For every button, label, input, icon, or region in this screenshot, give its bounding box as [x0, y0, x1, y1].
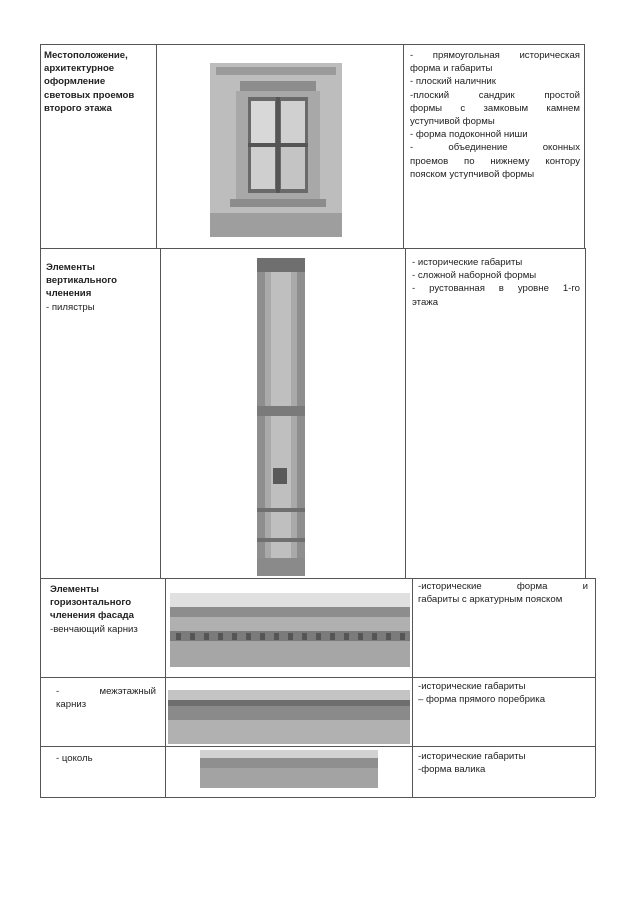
pilaster-photo-image [257, 258, 305, 576]
pilaster-photo [257, 258, 305, 576]
row-features: -исторические габариты – форма прямого поребрика [418, 681, 546, 706]
cornice-photo-image [170, 593, 410, 667]
table-border-right [595, 578, 596, 797]
row-label: Элементы вертикального членения - пилястры [46, 262, 117, 313]
table-row-divider [40, 578, 595, 579]
table-border-bottom [40, 797, 595, 798]
table-row-divider [40, 677, 595, 678]
row-features: -исторические форма и габариты с аркатурным пояском [418, 581, 588, 606]
cornice-photo [170, 593, 410, 667]
row-label: Элементы горизонтального членения фасада -венчающий карниз [50, 584, 138, 635]
window-photo-image [210, 63, 342, 237]
row-label: - межэтажный карниз [56, 686, 156, 711]
table-col-divider [403, 44, 404, 248]
table-row-divider [40, 746, 595, 747]
table-col-divider [165, 578, 166, 797]
window-photo [210, 63, 342, 237]
table-border-left [40, 44, 41, 797]
plinth-photo [200, 750, 378, 788]
row-features: - исторические габариты - сложной наборной формы - рустованная в уровне 1-го этажа [412, 257, 580, 308]
table-border-top [40, 44, 584, 45]
row-label: - цоколь [56, 753, 93, 764]
table-row-divider [40, 248, 585, 249]
table-col-divider [405, 248, 406, 578]
belt-cornice-photo [168, 690, 410, 744]
table-border-right [585, 248, 586, 578]
table-col-divider [412, 578, 413, 797]
row-label: Местоположение, архитектурное оформление световых проемов второго этажа [44, 50, 135, 114]
table-border-right [584, 44, 585, 248]
table-col-divider [156, 44, 157, 248]
plinth-photo-image [200, 750, 378, 788]
row-features: - прямоугольная историческая форма и габариты - плоский наличник -плоский сандрик простой формы с замковым камнем уступчивой формы - форма подоконной ниши - объединение оконных проемов по нижнему контору пояском уступчивой формы [410, 50, 580, 180]
row-features: -исторические габариты -форма валика [418, 751, 526, 776]
belt-cornice-photo-image [168, 690, 410, 744]
table-col-divider [160, 248, 161, 578]
